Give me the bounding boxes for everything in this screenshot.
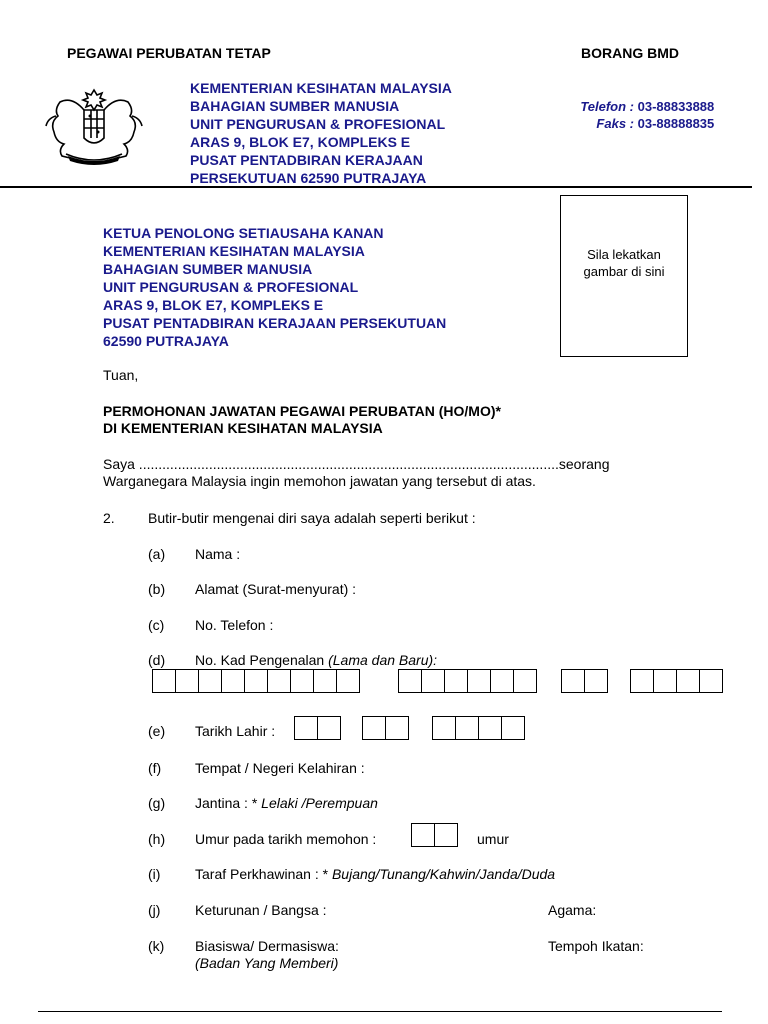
section-intro: Butir-butir mengenai diri saya adalah seperti berikut : xyxy=(148,510,476,526)
ministry-line: PUSAT PENTADBIRAN KERAJAAN xyxy=(190,152,423,168)
ic-number-label xyxy=(195,652,437,668)
footer-divider xyxy=(38,1011,722,1012)
form-code: BORANG BMD xyxy=(581,45,679,61)
item-key: (d) xyxy=(148,652,166,668)
ministry-line: PERSEKUTUAN 62590 PUTRAJAYA xyxy=(190,170,427,186)
ic-label-text: No. Kad Pengenalan xyxy=(195,652,329,668)
salutation: Tuan, xyxy=(103,367,139,383)
dob-year-boxes[interactable] xyxy=(432,716,524,740)
marital-options: Bujang/Tunang/Kahwin/Janda/Duda xyxy=(331,866,556,882)
ic-new-number-boxes-part1[interactable] xyxy=(398,669,536,693)
age-unit-label: umur xyxy=(477,831,509,847)
item-key: (f) xyxy=(148,760,162,776)
photo-instruction: Sila lekatkan xyxy=(587,247,661,262)
ic-new-number-boxes-part3[interactable] xyxy=(630,669,722,693)
recipient-line: PUSAT PENTADBIRAN KERAJAAN PERSEKUTUAN xyxy=(103,315,447,331)
birthplace-field-label: Tempat / Negeri Kelahiran : xyxy=(195,760,365,776)
recipient-line: 62590 PUTRAJAYA xyxy=(103,333,229,349)
form-category-title: PEGAWAI PERUBATAN TETAP xyxy=(67,45,271,61)
section-number: 2. xyxy=(103,510,115,526)
phone-field-label: No. Telefon : xyxy=(195,617,274,633)
ministry-line: ARAS 9, BLOK E7, KOMPLEKS E xyxy=(190,134,411,150)
name-field-label: Nama : xyxy=(195,546,241,562)
recipient-address-block xyxy=(103,224,446,350)
age-boxes[interactable] xyxy=(411,823,457,847)
malaysia-coat-of-arms-logo xyxy=(40,86,148,170)
recipient-line: KETUA PENOLONG SETIAUSAHA KANAN xyxy=(103,225,384,241)
marital-label-text: Taraf Perkhawinan : * xyxy=(195,866,332,882)
recipient-line: ARAS 9, BLOK E7, KOMPLEKS E xyxy=(103,297,324,313)
contact-block xyxy=(572,98,714,132)
item-key: (e) xyxy=(148,723,166,739)
fax-label: Faks : xyxy=(596,116,634,131)
dob-month-boxes[interactable] xyxy=(362,716,408,740)
item-key: (g) xyxy=(148,795,166,811)
photo-instruction: gambar di sini xyxy=(583,264,665,279)
recipient-line: BAHAGIAN SUMBER MANUSIA xyxy=(103,261,313,277)
photo-placeholder-box[interactable] xyxy=(560,195,688,357)
header-divider xyxy=(0,186,752,188)
item-key: (h) xyxy=(148,831,166,847)
subject-line-1: PERMOHONAN JAWATAN PEGAWAI PERUBATAN (HO/MO)* xyxy=(103,403,501,419)
religion-field-label: Agama: xyxy=(548,902,597,918)
ministry-line: KEMENTERIAN KESIHATAN MALAYSIA xyxy=(190,80,452,96)
scholarship-provider-note: (Badan Yang Memberi) xyxy=(195,955,339,971)
ministry-line: BAHAGIAN SUMBER MANUSIA xyxy=(190,98,400,114)
ic-new-number-boxes-part2[interactable] xyxy=(561,669,607,693)
marital-status-label xyxy=(195,866,555,882)
ministry-line: UNIT PENGURUSAN & PROFESIONAL xyxy=(190,116,446,132)
item-key: (b) xyxy=(148,581,166,597)
item-key: (i) xyxy=(148,866,161,882)
recipient-line: UNIT PENGURUSAN & PROFESIONAL xyxy=(103,279,359,295)
phone-number: 03-88833888 xyxy=(637,99,715,114)
subject-line-2: DI KEMENTERIAN KESIHATAN MALAYSIA xyxy=(103,420,383,436)
intro-line-2: Warganegara Malaysia ingin memohon jawatan yang tersebut di atas. xyxy=(103,473,536,489)
item-key: (j) xyxy=(148,902,161,918)
fax-number: 03-88888835 xyxy=(637,116,715,131)
gender-options: Lelaki /Perempuan xyxy=(261,795,378,811)
item-key: (c) xyxy=(148,617,165,633)
dob-field-label: Tarikh Lahir : xyxy=(195,723,276,739)
ic-old-number-boxes[interactable] xyxy=(152,669,359,693)
ministry-address-block xyxy=(190,79,452,187)
intro-line-1: Saya ............................................................................................................seorang xyxy=(103,456,610,472)
recipient-line: KEMENTERIAN KESIHATAN MALAYSIA xyxy=(103,243,365,259)
address-field-label: Alamat (Surat-menyurat) : xyxy=(195,581,357,597)
item-key: (a) xyxy=(148,546,166,562)
ethnicity-field-label: Keturunan / Bangsa : xyxy=(195,902,327,918)
scholarship-field-label: Biasiswa/ Dermasiswa: xyxy=(195,938,339,954)
gender-field-label xyxy=(195,795,378,811)
bond-period-field-label: Tempoh Ikatan: xyxy=(548,938,644,954)
dob-day-boxes[interactable] xyxy=(294,716,340,740)
gender-label-text: Jantina : * xyxy=(195,795,262,811)
ic-label-note: (Lama dan Baru): xyxy=(328,652,438,668)
age-field-label: Umur pada tarikh memohon : xyxy=(195,831,377,847)
item-key: (k) xyxy=(148,938,165,954)
phone-label: Telefon : xyxy=(580,99,634,114)
